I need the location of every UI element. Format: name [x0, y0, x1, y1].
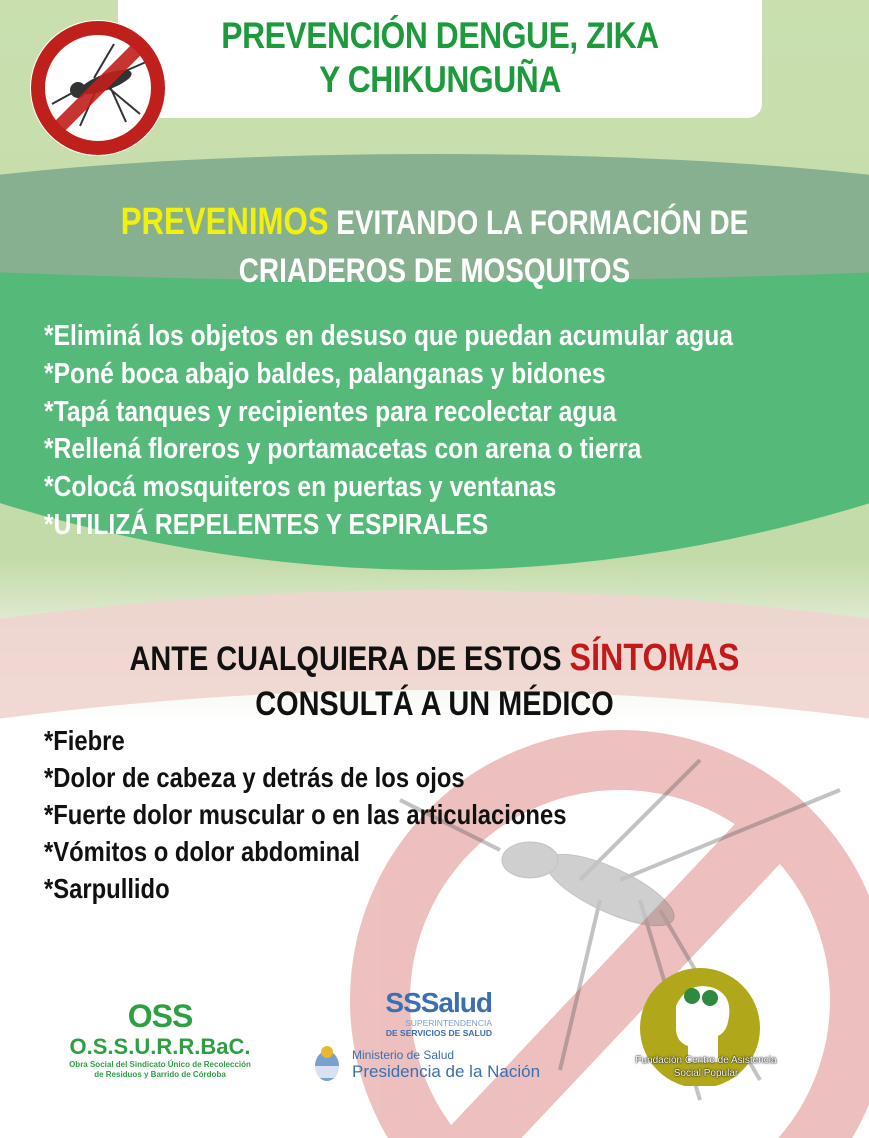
fundacion-text: [618, 1054, 794, 1080]
oss-subtitle-2: de Residuos y Barrido de Córdoba: [94, 1070, 226, 1079]
list-item: *Tapá tanques y recipientes para recolectar agua: [44, 395, 617, 428]
list-item: *UTILIZÁ REPELENTES Y ESPIRALES: [44, 508, 489, 541]
fundacion-logo: [618, 966, 794, 1086]
title-box: [118, 0, 762, 118]
oss-subtitle-1: Obra Social del Sindicato Único de Recolección: [69, 1060, 251, 1069]
list-item: *Vómitos o dolor abdominal: [44, 836, 361, 867]
no-mosquito-icon: [28, 18, 168, 158]
list-item: *Fiebre: [44, 725, 125, 756]
list-item: *Rellená floreros y portamacetas con arena o tierra: [44, 433, 642, 466]
ss-subtitle-2: DE SERVICIOS DE SALUD: [385, 1028, 492, 1038]
list-item: *Dolor de cabeza y detrás de los ojos: [44, 762, 465, 793]
ministerio-logo: [312, 1044, 562, 1084]
list-item: *Eliminá los objetos en desuso que puedan acumular agua: [44, 320, 733, 352]
ossurrbac-logo: [60, 998, 260, 1108]
list-item: *Sarpullido: [44, 873, 170, 904]
symptoms-heading-line2: CONSULTÁ A UN MÉDICO: [255, 685, 614, 723]
symptoms-heading-line1: ANTE CUALQUIERA DE ESTOS: [129, 640, 562, 678]
prevention-list: [44, 318, 855, 545]
title-line-2: Y CHIKUNGUÑA: [319, 59, 561, 100]
prevention-heading-rest: EVITANDO LA FORMACIÓN DE: [336, 204, 749, 242]
symptoms-heading-accent: SÍNTOMAS: [569, 637, 740, 679]
fundacion-line-1: Fundación Centro de Asistencia: [635, 1055, 777, 1066]
oss-name: O.S.S.U.R.R.BaC.: [69, 1034, 251, 1059]
fundacion-line-2: Social Popular: [673, 1068, 739, 1079]
list-item: *Fuerte dolor muscular o en las articulaciones: [44, 799, 567, 830]
symptoms-list: [44, 722, 659, 907]
symptoms-heading: [65, 636, 804, 727]
title-line-1: PREVENCIÓN DENGUE, ZIKA: [221, 15, 659, 56]
prevention-heading-line2: CRIADEROS DE MOSQUITOS: [238, 252, 631, 290]
list-item: *Poné boca abajo baldes, palanganas y bidones: [44, 357, 606, 390]
ss-subtitle-1: SUPERINTENDENCIA: [405, 1018, 492, 1028]
oss-mark: OSS: [127, 998, 193, 1034]
national-shield-icon: [312, 1044, 342, 1084]
ministerio-line-1: Ministerio de Salud: [352, 1048, 455, 1062]
ministerio-line-2: Presidencia de la Nación: [352, 1062, 541, 1081]
prevention-heading: [78, 198, 791, 295]
list-item: *Colocá mosquiteros en puertas y ventanas: [44, 471, 557, 504]
ss-mark: SSSalud: [385, 987, 492, 1018]
sssalud-logo: [372, 988, 492, 1038]
prevention-heading-accent: PREVENIMOS: [120, 201, 329, 243]
